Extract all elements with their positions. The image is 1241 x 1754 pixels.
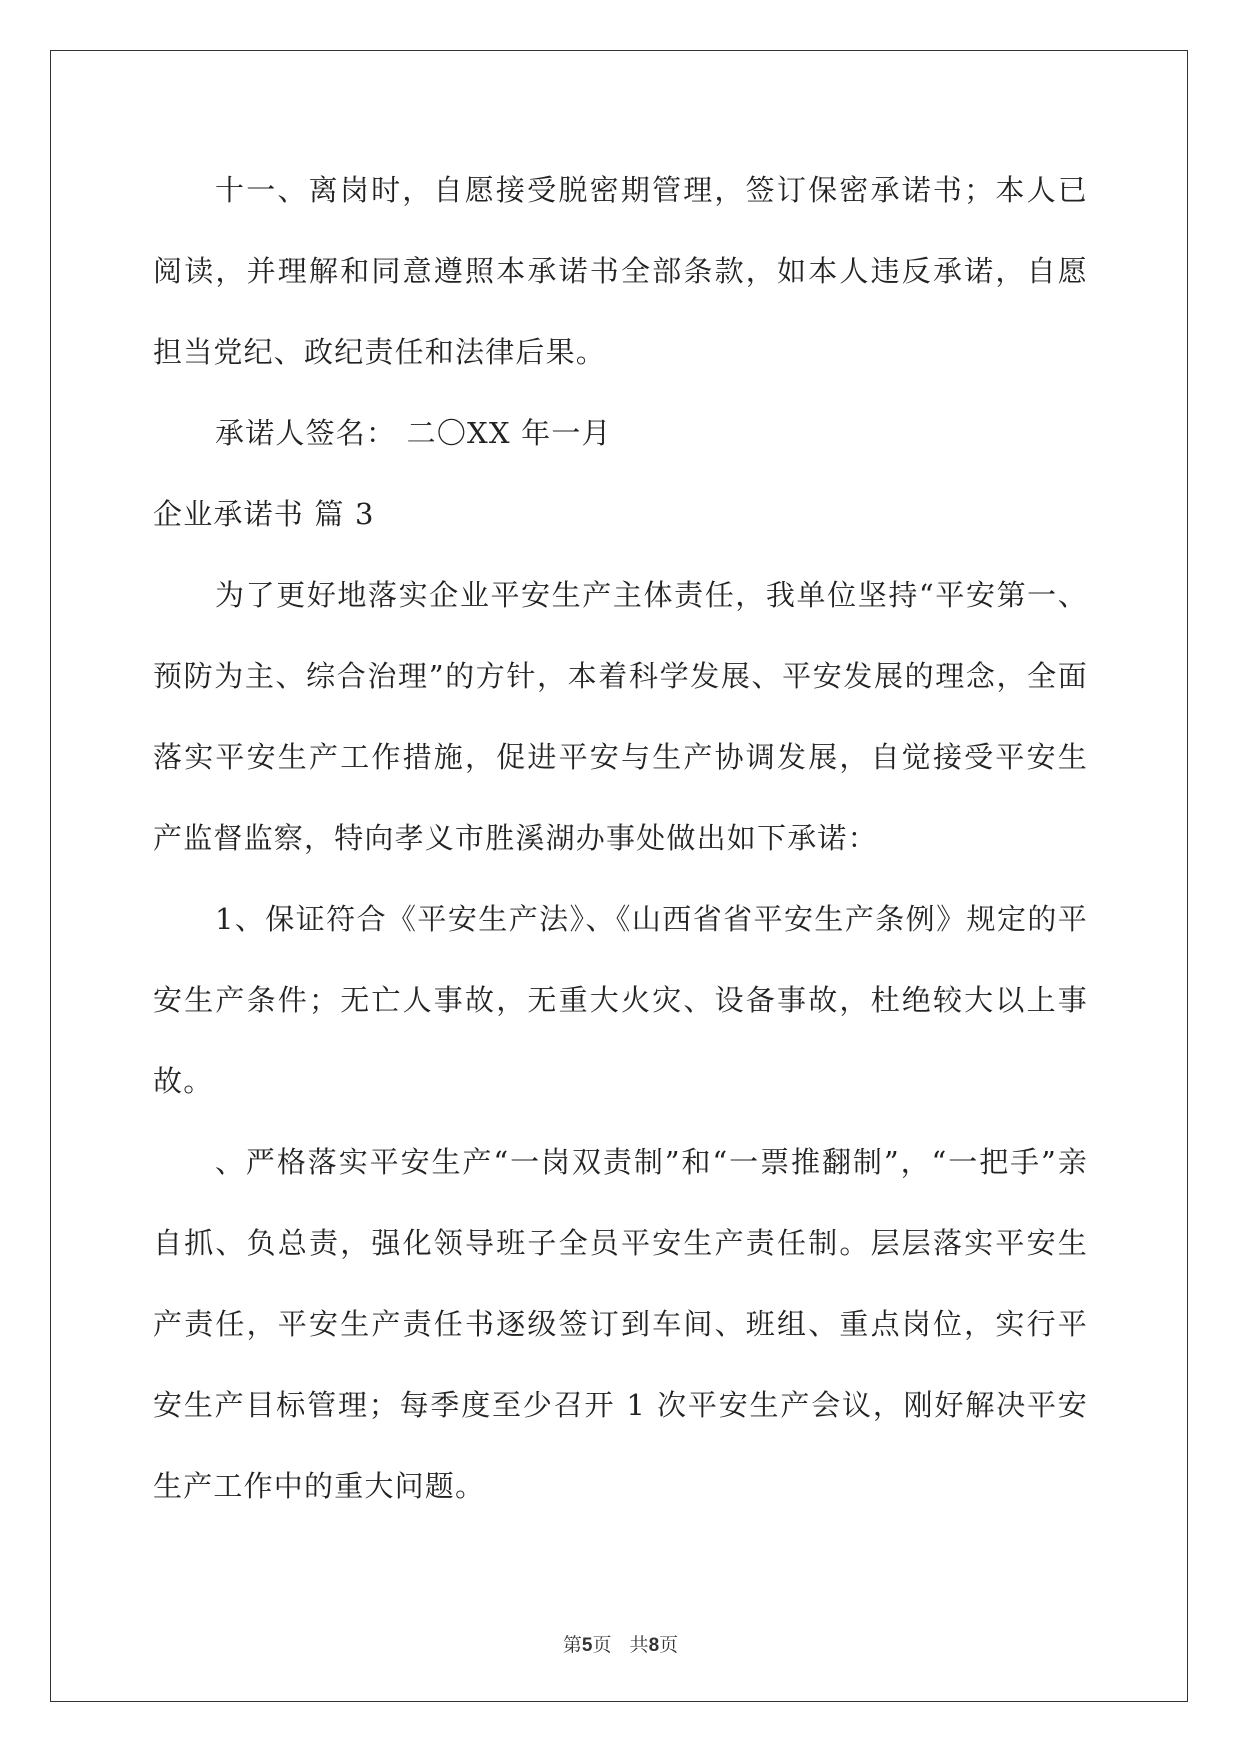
paragraph-item-two: 、严格落实平安生产“一岗双责制”和“一票推翻制”，“一把手”亲自抓、负总责，强化领导班子全员平安生产责任制。层层落实平安生产责任，平安生产责任书逐级签订到车间、班组、重点岗位，实行平安生产目标管理；每季度至少召开 1 次平安生产会议，刚好解决平安生产工作中的重大问题。 xyxy=(153,1145,1088,1503)
footer-page-current: 5 xyxy=(581,1635,593,1656)
section-heading: 企业承诺书 篇 3 xyxy=(153,497,375,531)
footer-page-prefix: 第 xyxy=(562,1634,582,1656)
footer-page-total: 8 xyxy=(648,1635,660,1656)
document-body xyxy=(153,150,1088,1527)
footer-page-suffix: 页 xyxy=(659,1634,679,1656)
paragraph-signature: 承诺人签名： 二〇XX 年一月 xyxy=(215,416,612,450)
footer-page-mid: 页 共 xyxy=(592,1634,649,1656)
paragraph-intro: 为了更好地落实企业平安生产主体责任，我单位坚持“平安第一、预防为主、综合治理”的方针，本着科学发展、平安发展的理念，全面落实平安生产工作措施，促进平安与生产协调发展，自觉接受平安生产监督监察，特向孝义市胜溪湖办事处做出如下承诺： xyxy=(153,578,1088,855)
paragraph-clause-eleven: 十一、离岗时，自愿接受脱密期管理，签订保密承诺书；本人已阅读，并理解和同意遵照本承诺书全部条款，如本人违反承诺，自愿担当党纪、政纪责任和法律后果。 xyxy=(153,173,1088,369)
paragraph-item-one: 1、保证符合《平安生产法》、《山西省省平安生产条例》规定的平安生产条件；无亡人事故，无重大火灾、设备事故，杜绝较大以上事故。 xyxy=(153,902,1088,1098)
page-footer xyxy=(0,1630,1241,1657)
